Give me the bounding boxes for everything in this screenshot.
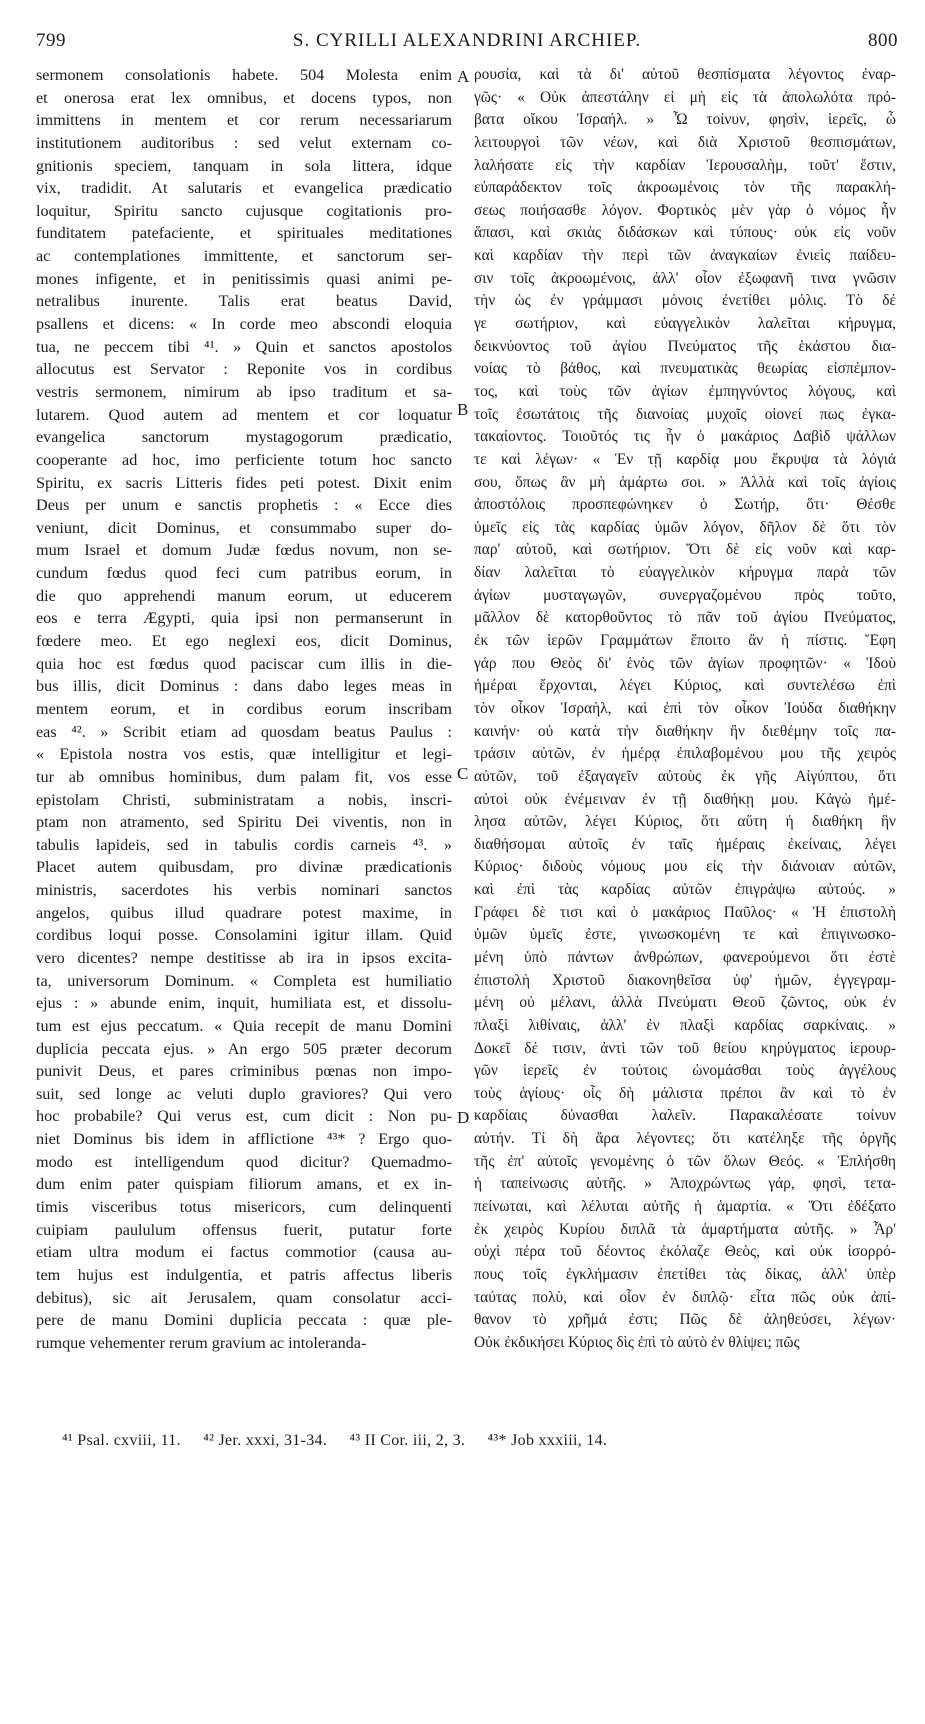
- greek-text-line: Γράφει δὲ τισι καὶ ὁ μακάριος Παῦλος· « Ἡ ἐπιστολὴ: [474, 903, 896, 921]
- latin-text-line: sermonem consolationis habete. 504 Molesta enim: [36, 66, 452, 84]
- latin-text-line: funditatem patefaciente, et spirituales meditationes: [36, 224, 452, 243]
- latin-text-line: punivit Deus, et pares criminibus pœnas non impo-: [36, 1062, 452, 1081]
- greek-text-line: θανον τὸ χρῆμά ἐστι; Πῶς δὲ ἀληθεύσει, λέγων·: [474, 1311, 896, 1329]
- greek-text-line: γῶς· « Οὐκ ἀπεστάλην εἰ μὴ εἰς τὰ ἀπολωλότα πρό-: [474, 88, 896, 106]
- greek-text-line: ἐκ τῶν ἱερῶν Γραμμάτων ἕποιτο ἂν ἡ πίστις. Ἔφη: [474, 632, 896, 650]
- greek-text-line: νοίας τὸ βάθος, καὶ πνευματικὰς θεωρίας εἰσπέμπον-: [474, 360, 896, 378]
- footnote: ⁴² Jer. xxxi, 31-34.: [203, 1432, 328, 1449]
- latin-text-line: fœdere meo. Et ego neglexi eos, dicit Dominus,: [36, 632, 452, 651]
- latin-text-line: Spiritu, ex sacris Litteris fides peti potest. Dixit enim: [36, 473, 452, 492]
- greek-text-line: τράσιν αὐτῶν, ἐν ἡμέρᾳ ἐπιλαβομένου μου τῆς χειρὸς: [474, 745, 896, 763]
- latin-text-line: ta, universorum Dominum. « Completa est humiliatio: [36, 971, 452, 990]
- greek-text-line: μᾶλλον δὲ κατορθοῦντος τὸ πᾶν τοῦ ἁγίου Πνεύματος,: [474, 609, 896, 627]
- greek-text-line: δίαν λαλεῖται τὸ εὐαγγελικὸν κήρυγμα παρὰ τῶν: [474, 564, 896, 582]
- greek-text-line: πείνωται, καὶ λέλυται αὐτῆς ἡ ἁμαρτία. « Ὅτι ἐδέξατο: [474, 1198, 896, 1216]
- greek-text-line: τε καὶ λέγων· « Ἐν τῇ καρδίᾳ μου ἔκρυψα τὰ λόγιά: [474, 450, 896, 468]
- latin-text-line: evangelica sanctorum mystagogorum prædicatio,: [36, 428, 452, 447]
- greek-text-line: καινήν· οὐ κατὰ τὴν διαθήκην ἣν διεθέμην τοῖς πα-: [474, 722, 896, 740]
- latin-text-line: ptam non atramento, sed Spiritu Dei viventis, non in: [36, 813, 452, 832]
- latin-text-line: duplicia peccata ejus. » An ergo 505 præter decorum: [36, 1039, 452, 1058]
- greek-text-line: αὐτῶν, τοῦ ἐξαγαγεῖν αὐτοὺς ἐκ γῆς Αἰγύπτου, ὅτι: [474, 767, 896, 785]
- latin-text-line: institutionem auditoribus : sed velut externam co-: [36, 133, 452, 152]
- latin-text-line: lutarem. Quod autem ad mentem et cor loquatur: [36, 405, 452, 424]
- running-header: [36, 30, 898, 56]
- latin-text-line: vestris sermonem, nimirum ab ipso traditum et sa-: [36, 382, 452, 401]
- latin-text-line: pere de manu Domini duplicia peccata : quæ ple-: [36, 1311, 452, 1330]
- greek-text-line: τακαίοντος. Τοιοῦτός τις ἦν ὁ μακάριος Δαβὶδ ψάλλων: [474, 428, 896, 446]
- greek-text-line: ἐπιστολὴ Χριστοῦ διακονηθεῖσα ὑφ' ἡμῶν, ἐγγεγραμ-: [474, 971, 896, 989]
- latin-text-line: « Epistola nostra vos estis, quæ intelligitur et legi-: [36, 745, 452, 764]
- greek-text-line: τος, καὶ τοὺς τῶν ἁγίων ἐμπηγνύντος λόγους, καὶ: [474, 382, 896, 400]
- greek-text-line: αὐτήν. Τί δὴ ἄρα λέγοντες; ὅτι κατέληξε τῆς ὀργῆς: [474, 1130, 896, 1148]
- greek-text-line: Κύριος· διδοὺς νόμους μου εἰς τὴν διάνοιαν αὐτῶν,: [474, 858, 896, 876]
- latin-text-line: die quo apprehendi manum eorum, ut educerem: [36, 586, 452, 605]
- latin-text-line: hoc probabile? Qui verus est, cum dicit : Non pu-: [36, 1107, 452, 1126]
- latin-text-line: tum est ejus peccatum. « Quia recepit de manu Domini: [36, 1016, 452, 1035]
- latin-column: [36, 64, 452, 1724]
- section-marker-a: A: [457, 67, 470, 86]
- latin-text-line: modo est intelligendum quod dicitur? Quemadmo-: [36, 1152, 452, 1171]
- latin-text-line: eos e terra Ægypti, quia ipsi non permanserunt in: [36, 609, 452, 628]
- latin-text-line: vix, tradidit. At salutaris et evangelica prædicatio: [36, 179, 452, 198]
- greek-text-line: λειτουργοὶ τῶν νέων, καὶ διὰ Χριστοῦ θεσπισμάτων,: [474, 133, 896, 151]
- greek-text-line: πλαξὶ λιθίναις, ἀλλ' ἐν πλαξὶ καρδίας σαρκίναις. »: [474, 1016, 896, 1034]
- latin-text-line: allocutus est Servator : Reponite vos in cordibus: [36, 360, 452, 379]
- footnotes: [62, 1432, 882, 1450]
- greek-text-line: τοὺς ἁγίους· οἷς δὴ μάλιστα πρέποι ἂν καὶ τὸ ἐν: [474, 1084, 896, 1102]
- greek-text-line: Δοκεῖ δέ τισιν, ἀντὶ τῶν τοῦ θείου κηρύγματος ἱερουρ-: [474, 1039, 896, 1057]
- greek-text-line: δεικνύοντος τοῦ ἁγίου Πνεύματος τῆς ἑκάστου δια-: [474, 337, 896, 355]
- greek-text-line: ρουσία, καὶ τὰ δι' αὐτοῦ θεσπίσματα λέγοντος ἐναρ-: [474, 66, 896, 83]
- latin-text-line: tua, ne peccem tibi ⁴¹. » Quin et sanctos apostolos: [36, 337, 452, 356]
- latin-text-line: tem hujus est indulgentia, et patris affectus liberis: [36, 1265, 452, 1284]
- greek-column: [474, 64, 896, 1724]
- greek-text-line: τὴν ὡς ἐν γράμμασι μόνοις ἐνετίθει μόλις. Τὸ δέ: [474, 292, 896, 310]
- greek-text-line: τῆς ἐπ' αὐτοῖς γενομένης ὁ τῶν ὅλων Θεός. « Ἐπλήσθη: [474, 1152, 896, 1170]
- latin-text-line: epistolam Christi, subministratam a nobis, inscri-: [36, 790, 452, 809]
- footnote: ⁴³* Job xxxiii, 14.: [487, 1432, 608, 1449]
- greek-text-line: ταύτας πολὺ, καὶ οἷον ἐν διπλῷ· εἶτα πῶς οὐκ ἀπί-: [474, 1288, 896, 1306]
- latin-text-line: et onerosa erat lex omnibus, et docens typos, non: [36, 88, 452, 107]
- latin-text-line: veniunt, dicit Dominus, et consummabo super do-: [36, 518, 452, 537]
- page-number-left: 799: [36, 30, 66, 51]
- greek-text-line: Οὐκ ἐκδικήσει Κύριος δὶς ἐπὶ τὸ αὐτὸ ἐν θλίψει; πῶς: [474, 1333, 800, 1351]
- latin-text-line: netralibus inurente. Talis erat beatus David,: [36, 292, 452, 311]
- footnote: ⁴¹ Psal. cxviii, 11.: [62, 1432, 181, 1449]
- section-marker-c: C: [457, 764, 469, 783]
- greek-text-line: παρ' αὐτοῦ, καὶ σωτήριον. Ὅτι δὲ εἰς νοῦν καὶ καρ-: [474, 541, 896, 559]
- greek-text-line: ἡ ταπείνωσις αὐτῆς. » Ἀποχρώντως γάρ, φησὶ, τετα-: [474, 1175, 896, 1193]
- latin-text-line: ejus : » abunde enim, inquit, humiliata est, et dissolu-: [36, 994, 452, 1013]
- latin-text-line: ac contemplationes immittente, et sanctorum ser-: [36, 247, 452, 266]
- greek-text-line: πους τοῖς ἐγκλήμασιν ἐπετίθει τὰς δίκας, ἀλλ' ὑπὲρ: [474, 1265, 896, 1283]
- greek-text-line: εὐπαράδεκτον τοῖς ἀκροωμένοις τὸν τῆς παρακλή-: [474, 179, 896, 197]
- greek-text-line: διαθήσομαι αὐτοῖς ἐν ταῖς ἡμέραις ἐκείναις, λέγει: [474, 835, 896, 853]
- greek-text-line: σεως ποιήσασθε λόγον. Φορτικὸς μὲν γὰρ ὁ νόμος ἦν: [474, 201, 896, 219]
- latin-text-line: cuipiam paululum offensus fuerit, putatur forte: [36, 1220, 452, 1239]
- latin-text-line: Placet autem quibusdam, pro divinæ prædicationis: [36, 858, 452, 877]
- latin-text-line: loquitur, Spiritu sancto cujusque cogitationis pro-: [36, 201, 452, 220]
- latin-text-line: bus illis, dicit Dominus : dans dabo leges meas in: [36, 677, 452, 696]
- latin-text-line: vero dicentes? nempe destitisse ab ira in ipsos excita-: [36, 948, 452, 967]
- latin-text-line: suit, sed longe ac veluti duplo graviores? Qui vero: [36, 1084, 452, 1103]
- latin-text-line: ministris, sacerdotes his verbis nominari sanctos: [36, 881, 452, 900]
- greek-text-line: βατα οἴκου Ἰσραήλ. » Ὦ τοίνυν, φησὶν, ἱερεῖς, ὦ: [474, 111, 896, 129]
- greek-text-line: ὑμῶν ὑμεῖς ἐστε, γινωσκομένη τε καὶ ἐπιγινωσκο-: [474, 926, 896, 944]
- latin-text-line: mones infigente, et in penitissimis quasi animi pe-: [36, 269, 452, 288]
- latin-text-line: cordibus loqui posse. Consolamini igitur illam. Quid: [36, 926, 452, 945]
- latin-text-line: gnitionis speciem, tanquam in sola littera, idque: [36, 156, 452, 175]
- page-number-right: 800: [868, 30, 898, 51]
- latin-text-line: dum enim pater quispiam filiorum amans, et ex in-: [36, 1175, 452, 1194]
- latin-text-line: timis visceribus totus misericors, cum delinquenti: [36, 1198, 452, 1217]
- greek-text-line: μένη οὐ μέλανι, ἀλλὰ Πνεύματι Θεοῦ ζῶντος, οὐκ ἐν: [474, 994, 896, 1012]
- latin-text-line: angelos, quibus illud quadrare potest maxime, in: [36, 903, 452, 922]
- greek-text-line: λαλήσατε εἰς τὴν καρδίαν Ἱερουσαλὴμ, τοῦτ' ἔστιν,: [474, 156, 896, 174]
- greek-text-line: γε σωτήριον, καὶ εὐαγγελικὸν λαλεῖται κήρυγμα,: [474, 315, 896, 333]
- section-marker-d: D: [457, 1108, 470, 1127]
- footnote: ⁴³ II Cor. iii, 2, 3.: [349, 1432, 466, 1449]
- greek-text-line: λησα αὐτῶν, λέγει Κύριος, ὅτι αὕτη ἡ διαθήκη ἣν: [474, 813, 896, 831]
- latin-text-line: debitus), sic ait Jerusalem, quam consolatur acci-: [36, 1288, 452, 1307]
- greek-text-line: ἁγίων μυσταγωγῶν, συνεργαζομένου πρὸς τοῦτο,: [474, 586, 896, 604]
- latin-text-line: eas ⁴². » Scribit etiam ad quosdam beatus Paulus :: [36, 722, 452, 741]
- greek-text-line: ἡμέραι ἔρχονται, λέγει Κύριος, καὶ συντελέσω ἐπὶ: [474, 677, 896, 695]
- latin-text-line: cooperante ad hoc, imo perficiente totum hoc sancto: [36, 450, 452, 469]
- running-title: S. CYRILLI ALEXANDRINI ARCHIEP.: [292, 30, 642, 51]
- latin-text-line: immittens in mentem et cor rerum necessariarum: [36, 111, 452, 130]
- greek-text-line: καρδίαις δύνασθαι λαλεῖν. Παρακαλέσατε τοίνυν: [474, 1107, 896, 1125]
- greek-text-line: γῶν ἱερεῖς ἐν τούτοις ὠνομάσθαι τοὺς ἀγγέλους: [474, 1062, 896, 1080]
- latin-text-line: psallens et dicens: « In corde meo abscondi eloquia: [36, 315, 452, 334]
- greek-text-line: αὐτοὶ οὐκ ἐνέμειναν ἐν τῇ διαθήκῃ μου. Κἀγὼ ἠμέ-: [474, 790, 896, 808]
- greek-text-line: καὶ ἐπὶ τὰς καρδίας αὐτῶν ἐπιγράψω αὐτούς. »: [474, 881, 896, 899]
- greek-text-line: σιν τοῖς ἀκροωμένοις, ἀλλ' οἷον ἐξωφανῆ τινα γνῶσιν: [474, 269, 896, 287]
- latin-text-line: tabulis lapideis, sed in tabulis cordis carneis ⁴³. »: [36, 835, 452, 854]
- latin-text-line: niet Dominus bis idem in afflictione ⁴³* ? Ergo quo-: [36, 1130, 452, 1149]
- latin-text-line: mentem eorum, et in cordibus eorum inscribam: [36, 699, 452, 718]
- greek-text-line: οὐχὶ πέρα τοῦ δέοντος ἐκόλαζε Θεὸς, καὶ οὐκ ἰσορρό-: [474, 1243, 896, 1261]
- latin-text-line: tur ab omnibus hominibus, dum palam fit, vos esse: [36, 767, 452, 786]
- greek-text-line: τὸν οἶκον Ἰσραὴλ, καὶ ἐπὶ τὸν οἶκον Ἰούδα διαθήκην: [474, 699, 896, 717]
- latin-text-line: quia hoc est fœdus quod paciscar cum illis in die-: [36, 654, 452, 673]
- latin-text-line: cundum fœdus quod feci cum patribus eorum, in: [36, 564, 452, 583]
- latin-text-line: Deus per unum e sanctis prophetis : « Ecce dies: [36, 496, 452, 515]
- latin-text-line: mum Israel et domum Judæ fœdus novum, non se-: [36, 541, 452, 560]
- greek-text-line: τοῖς ἐσωτάτοις τῆς διανοίας μυχοῖς οἱονεί πως ἐγκα-: [474, 405, 896, 423]
- latin-text-line: rumque vehementer rerum gravium ac intoleranda-: [36, 1333, 367, 1352]
- greek-text-line: γάρ που Θεὸς δι' ἑνὸς τῶν ἁγίων προφητῶν· « Ἰδοὺ: [474, 654, 896, 672]
- greek-text-line: ὑμεῖς εἰς τὰς καρδίας ὑμῶν λόγον, δῆλον δὲ ὅτι τὸν: [474, 518, 896, 536]
- section-marker-b: B: [457, 400, 469, 419]
- latin-text-line: etiam ultra modum ei factus commotior (causa au-: [36, 1243, 452, 1262]
- greek-text-line: ἅπασι, καὶ σκιὰς διδάσκων καὶ τύπους· οὐκ εἰς νοῦν: [474, 224, 896, 242]
- greek-text-line: ἐκ χειρὸς Κυρίου διπλᾶ τὰ ἁμαρτήματα αὐτῆς. » Ἆρ': [474, 1220, 896, 1238]
- greek-text-line: μένη ὑπὸ πάντων ἀνθρώπων, φανερούμενοι ὅτι ἐστὲ: [474, 948, 896, 966]
- greek-text-line: σου, ὅπως ἂν μὴ ἁμάρτω σοι. » Ἀλλὰ καὶ τοῖς ἁγίοις: [474, 473, 896, 491]
- greek-text-line: καὶ καρδίαν τὴν περὶ τῶν ἀναγκαίων ἐνιεὶς παίδευ-: [474, 247, 896, 265]
- greek-text-line: ἀποστόλοις προσπεφώνηκεν ὁ Σωτήρ, ὅτι· Θέσθε: [474, 496, 896, 514]
